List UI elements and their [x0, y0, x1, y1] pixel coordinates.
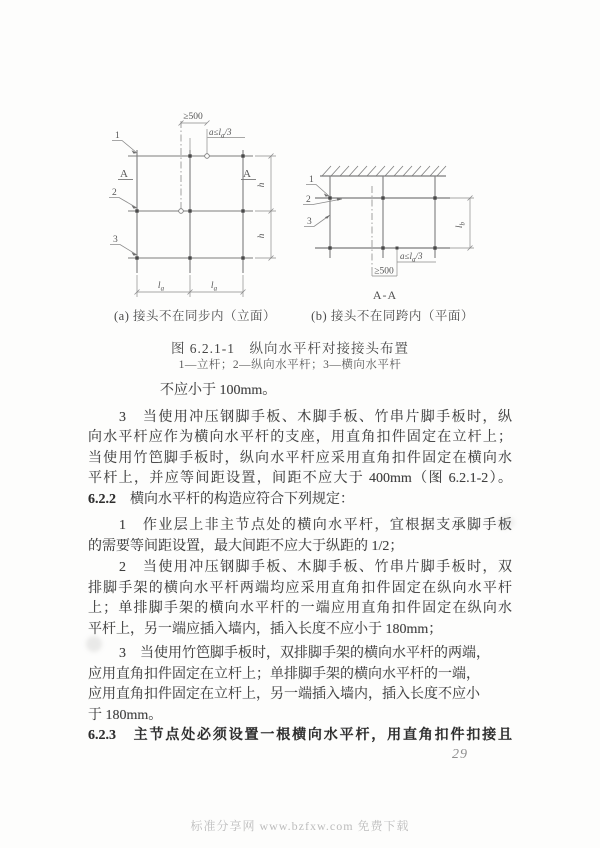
body-text — [88, 377, 512, 747]
body-line — [88, 381, 512, 402]
scan-smudge — [497, 516, 515, 529]
diagram-elevation — [100, 105, 295, 305]
body-line-segment: 不应小于 100mm。 — [160, 383, 277, 398]
dim-500-label-plan: ≥500 — [374, 266, 394, 277]
body-line-segment: 3 当使用冲压钢脚手板、木脚手板、竹串片脚手板时，纵 — [119, 409, 512, 425]
wall-hatch — [320, 166, 446, 176]
body-line — [88, 537, 512, 558]
dim-500-label: ≥500 — [183, 112, 203, 122]
body-line — [88, 469, 512, 490]
body-line — [88, 428, 512, 449]
dim-500-lines — [179, 121, 246, 155]
watermark-text: 标准分享网 www.bzfxw.com 免费下载 — [190, 819, 410, 833]
diagram-plan — [298, 158, 528, 283]
leader-2-label: 2 — [112, 188, 117, 198]
leader-3-label: 3 — [113, 235, 118, 245]
butt-joint-markers — [179, 154, 210, 214]
leader-1-label-plan: 1 — [309, 175, 314, 185]
body-line — [88, 558, 512, 579]
body-line-segment: 横向水平杆的构造应符合下列规定： — [116, 491, 354, 507]
diagram-a-caption: (a) 接头不在同步内（立面） — [114, 309, 276, 323]
body-line-segment: 3 当使用竹笆脚手板时，双排脚手架的横向水平杆的两端， — [119, 646, 490, 661]
body-line-segment: 应用直角扣件固定在立杆上，另一端插入墙内，插入长度不应小 — [88, 687, 480, 702]
body-line — [88, 516, 512, 537]
body-line-segment: 向水平杆应作为横向水平杆的支座，用直角扣件固定在立杆上； — [88, 430, 512, 445]
body-line-segment: 应用直角扣件固定在立杆上；单排脚手架的横向水平杆的一端， — [88, 666, 480, 682]
body-line — [88, 685, 512, 706]
dim-h-lines — [255, 154, 276, 261]
section-mark-left: A — [120, 168, 128, 180]
body-line-segment: 当使用竹笆脚手板时，纵向水平杆应采用直角扣件固定在横向水 — [88, 450, 512, 466]
body-line — [88, 620, 512, 641]
body-line-segment: 于 180mm。 — [88, 707, 163, 723]
body-line-segment: 平杆上，并应等间距设置，间距不应大于 400mm（图 6.2.1-2）。 — [88, 471, 512, 486]
leader-3-label-plan: 3 — [307, 217, 312, 227]
scan-smudge — [86, 636, 102, 652]
dim-la-lines — [135, 275, 246, 297]
page-number: 29 — [452, 747, 468, 762]
body-line — [88, 449, 512, 470]
body-line-segment: 平杆上，另一端应插入墙内，插入长度不应小于 180mm； — [88, 621, 443, 637]
figure-title: 图 6.2.1-1 纵向水平杆对接接头布置 — [170, 341, 410, 356]
body-line-bold-segment: 6.2.3 — [88, 728, 116, 743]
body-line — [88, 726, 512, 747]
dim-h2-label: h — [257, 233, 267, 239]
body-line — [88, 644, 512, 665]
dim-la1-label: $l_a$ — [157, 281, 165, 293]
body-line — [88, 490, 512, 511]
dim-la2-label: $l_a$ — [210, 281, 218, 293]
body-line — [88, 706, 512, 727]
body-line-segment: 1 作业层上非主节点处的横向水平杆，宜根据支承脚手板 — [119, 518, 512, 533]
figure-legend: 1—立杆；2—纵向水平杆；3—横向水平杆 — [178, 359, 402, 371]
leader-1-label: 1 — [115, 131, 120, 141]
diagram-b-caption: (b) 接头不在同跨内（平面） — [311, 309, 474, 323]
body-line-segment: 排脚手架的横向水平杆两端均应采用直角扣件固定在纵向水平杆 — [88, 580, 512, 596]
body-line — [88, 579, 512, 600]
leader-2-label-plan: 2 — [306, 195, 311, 205]
dim-a-label-plan: $a\le l_a/3$ — [400, 251, 423, 264]
body-line-segment: 上；单排脚手架的横向水平杆的一端应用直角扣件固定在纵向水 — [88, 601, 512, 616]
body-line — [88, 665, 512, 686]
body-line-bold-segment: 主节点处必须设置一根横向水平杆，用直角扣件扣接且 — [116, 728, 512, 743]
dim-h1-label: h — [257, 182, 267, 188]
scaffold-plan-lines — [315, 176, 450, 258]
section-mark-right: A — [243, 168, 251, 180]
body-line-segment: 的需要等间距设置，最大间距不应大于纵距的 1/2； — [88, 538, 404, 554]
body-line-segment: 2 当使用冲压钢脚手板、木脚手板、竹串片脚手板时，双 — [119, 560, 512, 575]
body-line — [88, 599, 512, 620]
dim-a-label: $a\le l_a/3$ — [209, 127, 232, 140]
leader-arrowheads — [132, 150, 138, 255]
body-line-bold-segment: 6.2.2 — [88, 491, 116, 507]
section-view-label: A-A — [372, 288, 398, 302]
leader-arrowheads-plan — [324, 193, 342, 218]
body-line — [88, 408, 512, 429]
dim-lb-label: $l_b$ — [455, 221, 467, 229]
